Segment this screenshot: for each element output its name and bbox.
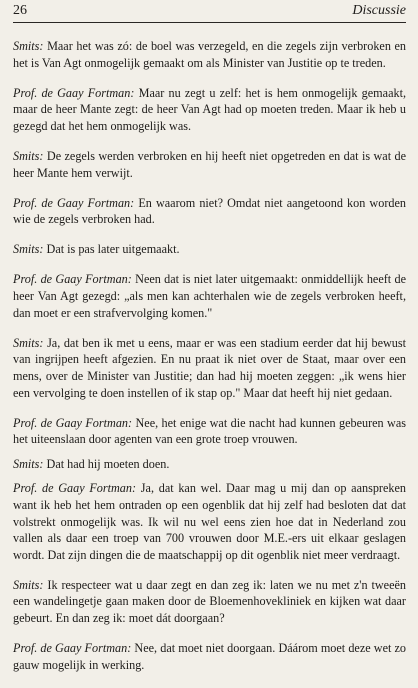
speaker-name: Prof. de Gaay Fortman: <box>13 85 135 100</box>
page-number: 26 <box>13 3 27 18</box>
dialogue-entry <box>13 415 406 448</box>
speaker-name: Smits: <box>13 456 44 471</box>
spoken-text: Ja, dat ben ik met u eens, maar er was een stadium eerder dat hij bewust van ingrijpen heeft afgezien. En nu praat ik niet over de Staat, maar over een mens, over de Minister van Justitie; dan had hij moeten zeggen: „ik wens hier een vervolging te doen instellen of ik stap op." Maar dat heeft hij niet gedaan. <box>13 335 407 400</box>
speaker-name: Prof. de Gaay Fortman: <box>13 195 135 210</box>
dialogue-entry <box>13 85 406 135</box>
speaker-name: Smits: <box>13 148 44 163</box>
speaker-name: Prof. de Gaay Fortman: <box>13 481 137 496</box>
spoken-text: Nee, het enige wat die nacht had kunnen gebeuren was het uiteenslaan door agenten van een grote troep vrouwen. <box>13 415 406 447</box>
header-rule <box>13 22 406 23</box>
dialogue-body <box>13 38 406 673</box>
spoken-text: Nee, dat moet niet doorgaan. Dáárom moet deze wet zo gauw mogelijk in werking. <box>13 641 407 672</box>
spoken-text: Maar nu zegt u zelf: het is hem onmogelijk gemaakt, maar de heer Mante zegt: de heer Van Agt had op moeten treden. Maar ik heb u gezegd dat het hem onmogelijk was. <box>13 85 406 133</box>
dialogue-entry <box>13 335 406 401</box>
dialogue-entry <box>13 456 406 473</box>
speaker-name: Smits: <box>13 242 44 257</box>
dialogue-entry <box>13 148 406 181</box>
dialogue-entry <box>13 241 406 258</box>
page-header <box>13 0 406 24</box>
running-head: Discussie <box>352 3 406 18</box>
spoken-text: Ja, dat kan wel. Daar mag u mij dan op aanspreken want ik heb het hem ontraden op een ogenblik dat hij zelf had besloten dat dat volstrekt onmogelijk was. Ik wil nu wel eens zien hoe dat in Nederland zou vallen als daar een troep van 700 vrouwen door M.E.-ers uit elkaar geslagen wordt. Dat zijn dingen die de maatschappij op dit ogenblik niet meer verdraagt. <box>13 481 406 562</box>
speaker-name: Smits: <box>13 335 44 350</box>
spoken-text: Dat is pas later uitgemaakt. <box>46 242 180 257</box>
spoken-text: Neen dat is niet later uitgemaakt: onmiddellijk heeft de heer Van Agt gezegd: „als men kan achterhalen wie de zegels verbroken heeft, dan moet er een strafvervolging komen." <box>13 272 407 320</box>
speaker-name: Prof. de Gaay Fortman: <box>13 415 133 430</box>
spoken-text: Ik respecteer wat u daar zegt en dan zeg ik: laten we nu met z'n tweeën een wandelingetje gaan maken door de Bloemenhovekliniek en kijken wat daar gebeurt. En dan zeg ik: moet dát doorgaan? <box>13 577 407 626</box>
spoken-text: Maar het was zó: de boel was verzegeld, en die zegels zijn verbroken en het is Van Agt onmogelijk gemaakt om als Minister van Justitie op te treden. <box>13 39 407 70</box>
dialogue-entry <box>13 195 406 228</box>
speaker-name: Smits: <box>13 577 44 592</box>
speaker-name: Prof. de Gaay Fortman: <box>13 272 132 287</box>
spoken-text: En waarom niet? Omdat niet aangetoond kon worden wie de zegels verbroken had. <box>13 195 406 227</box>
spoken-text: Dat had hij moeten doen. <box>46 456 170 471</box>
speaker-name: Prof. de Gaay Fortman: <box>13 641 132 656</box>
dialogue-entry <box>13 640 406 673</box>
dialogue-entry <box>13 480 406 563</box>
dialogue-entry <box>13 577 406 627</box>
speaker-name: Smits: <box>13 39 44 53</box>
dialogue-entry <box>13 38 406 71</box>
spoken-text: De zegels werden verbroken en hij heeft niet opgetreden en dat is wat de heer Mante hem verwijt. <box>13 148 406 180</box>
dialogue-entry <box>13 271 406 321</box>
